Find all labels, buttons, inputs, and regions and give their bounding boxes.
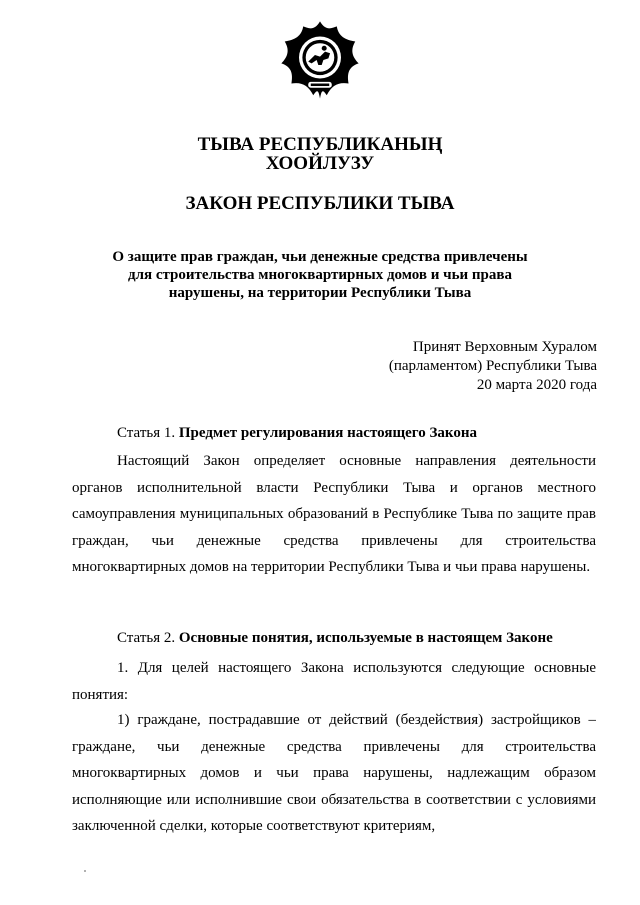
- law-title: ЗАКОН РЕСПУБЛИКИ ТЫВА: [185, 193, 455, 214]
- law-subject: О защите прав граждан, чьи денежные средства привлечены для строительства многоквартирных домов и чьи права нарушены, на территории Республики Тыва: [112, 249, 528, 301]
- adoption-date: 20 марта 2020 года: [476, 377, 597, 393]
- article-2-paragraph-2: 1) граждане, пострадавшие от действий (бездействия) застройщиков – граждане, чьи денежные средства привлечены для строительства многоквартирных домов и чьи права нарушены, надлежащим образом исполняющие или исполнившие свои обязательства в соответствии с условиями заключенной сделки, которые соответствуют критериям,: [72, 712, 596, 834]
- article-1-title: Предмет регулирования настоящего Закона: [178, 425, 477, 441]
- adoption-line-1: Принят Верховным Хуралом: [412, 339, 597, 355]
- article-1-paragraph-1: Настоящий Закон определяет основные направления деятельности органов исполнительной власти Республики Тыва и органов местного самоуправления муниципальных образований в Республике Тыва по защите прав граждан, чьи денежные средства привлечены для строительства многоквартирных домов на территории Республики Тыва и чьи права нарушены.: [72, 453, 596, 575]
- adoption-note: [389, 338, 597, 395]
- tuva-emblem-icon: [278, 18, 362, 102]
- article-2-prefix: Статья 2.: [117, 630, 176, 646]
- article-2-title: Основные понятия, используемые в настоящем Законе: [178, 630, 553, 646]
- article-1-heading: [117, 425, 477, 442]
- article-1-prefix: Статья 1.: [117, 425, 176, 441]
- adoption-line-2: (парламентом) Республики Тыва: [388, 358, 597, 374]
- parliament-title-line-1: ТЫВА РЕСПУБЛИКАНЫҢ: [197, 134, 443, 155]
- article-2-heading: [117, 630, 553, 647]
- parliament-title-line-2: ХООЙЛУЗУ: [265, 153, 375, 174]
- scan-mark: [84, 870, 86, 872]
- article-2-paragraph-1: 1. Для целей настоящего Закона используются следующие основные понятия:: [72, 660, 596, 703]
